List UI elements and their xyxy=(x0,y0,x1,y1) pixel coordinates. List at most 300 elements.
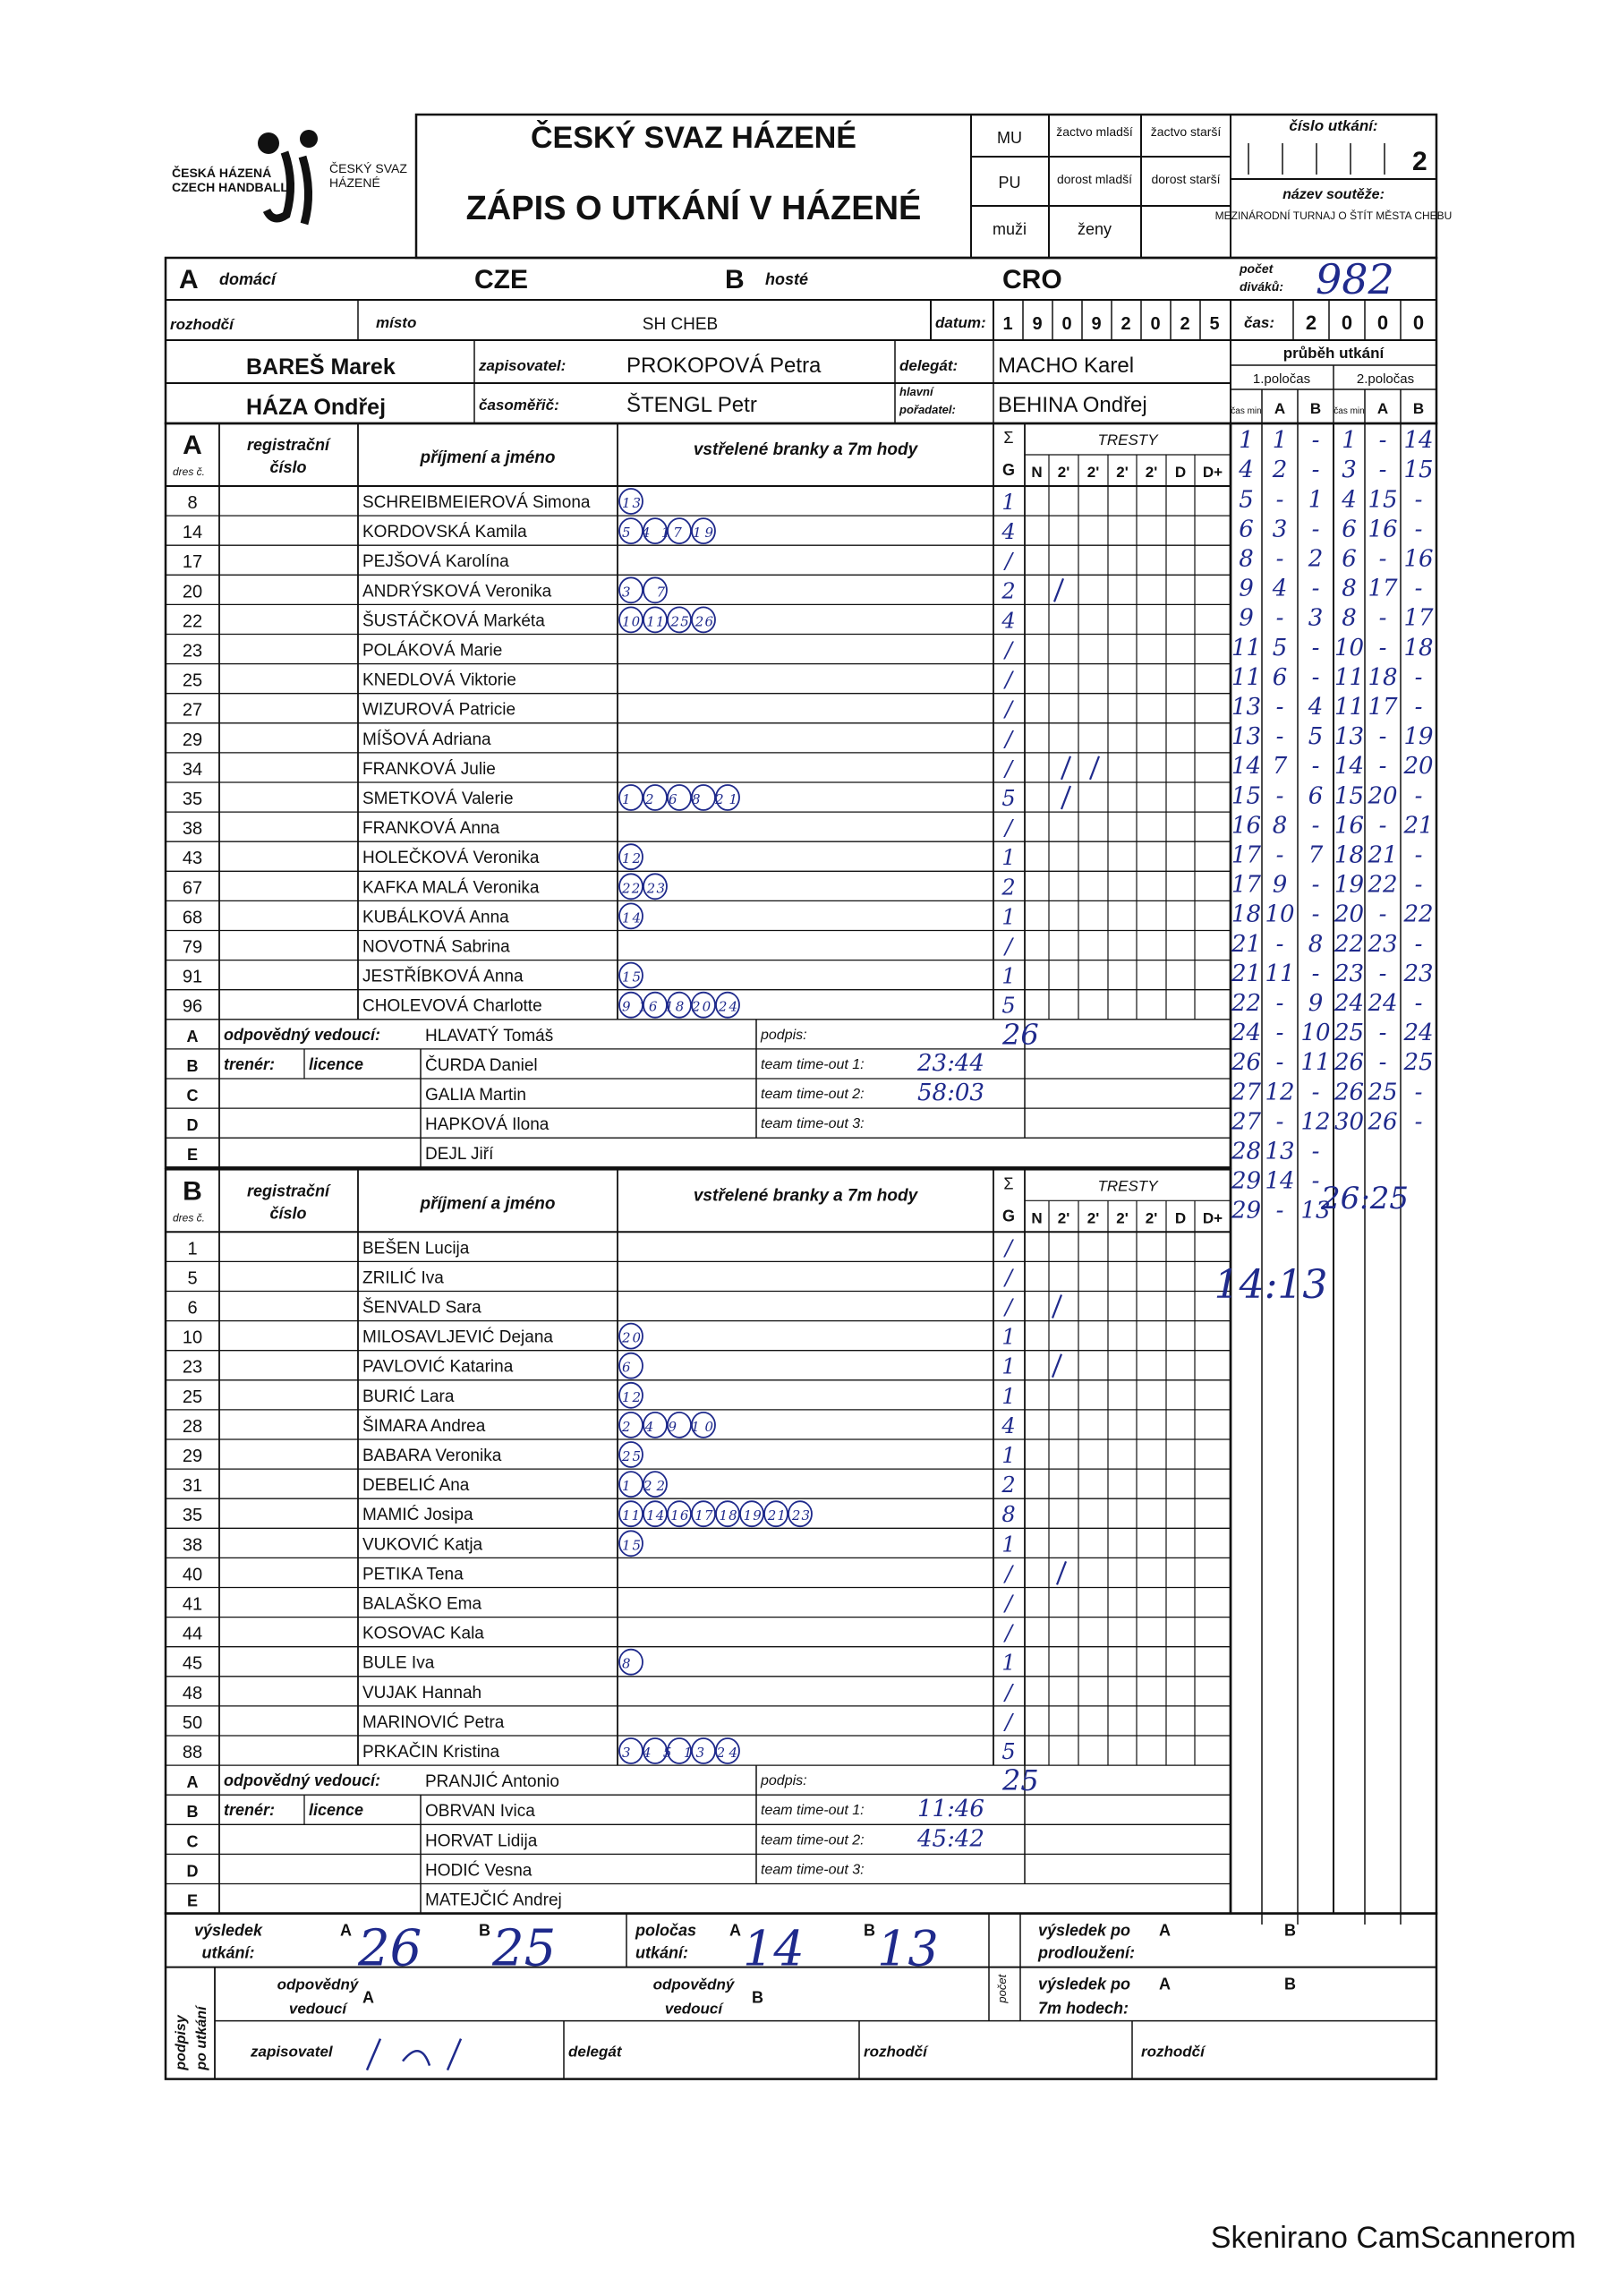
progress-entry: - xyxy=(1275,841,1284,869)
progress-entry: - xyxy=(1414,782,1423,810)
goal-sum: 1 xyxy=(1001,904,1016,930)
penalty-col-header: D xyxy=(1174,1209,1187,1227)
progress-entry: 11 xyxy=(1300,1049,1331,1077)
half-label: poločas xyxy=(635,1921,697,1940)
progress-entry: 13 xyxy=(1265,1138,1295,1165)
sign-scorer-label: zapisovatel xyxy=(251,2043,333,2061)
progress-entry: - xyxy=(1378,1049,1387,1077)
goal-sum: / xyxy=(1004,755,1013,781)
progress-entry: 3 xyxy=(1342,457,1357,484)
place-label: místo xyxy=(376,314,417,331)
progress-entry: 1 xyxy=(1272,427,1288,455)
goal-list: 20 xyxy=(622,1329,641,1346)
player-number: 79 xyxy=(182,937,203,958)
goal-sum: / xyxy=(1004,815,1013,841)
goal-sum: 1 xyxy=(1001,1353,1016,1379)
progress-entry: 29 xyxy=(1231,1197,1262,1225)
sum-header: Σ xyxy=(1003,429,1014,447)
date-digit: 5 xyxy=(1209,314,1220,334)
half-b-label: B xyxy=(864,1921,875,1940)
progress-entry: - xyxy=(1311,753,1320,781)
goal-sum: 1 xyxy=(1001,490,1016,515)
progress-entry: - xyxy=(1378,427,1387,455)
overtime-label-2: prodloužení: xyxy=(1038,1943,1135,1962)
player-name: KORDOVSKÁ Kamila xyxy=(362,523,527,542)
progress-entry: - xyxy=(1275,723,1284,751)
progress-entry: - xyxy=(1311,900,1320,928)
progress-entry: 6 xyxy=(1239,516,1254,543)
spectators-label-2: diváků: xyxy=(1240,279,1284,294)
category-dorost-starsi: dorost starší xyxy=(1151,172,1221,186)
guest-team: CRO xyxy=(1002,265,1062,294)
goal-sum: 1 xyxy=(1001,1532,1016,1558)
progress-entry: - xyxy=(1378,457,1387,484)
goal-sum: 1 xyxy=(1001,1650,1016,1676)
progress-entry: 27 xyxy=(1231,1108,1262,1136)
count-label: počet xyxy=(995,1974,1009,2003)
player-number: 10 xyxy=(182,1327,203,1348)
goal-sum: / xyxy=(1004,934,1013,960)
progress-entry: - xyxy=(1414,841,1423,869)
progress-entry: 17 xyxy=(1403,604,1434,632)
date-digit: 1 xyxy=(1002,314,1013,334)
progress-entry: - xyxy=(1378,753,1387,781)
penalty-col-header: 2' xyxy=(1116,1209,1129,1227)
player-number: 23 xyxy=(182,1357,203,1378)
penalty7-label-2: 7m hodech: xyxy=(1038,1999,1129,2018)
player-number: 35 xyxy=(182,790,203,809)
overtime-label: výsledek po xyxy=(1038,1921,1131,1940)
match-number: 2 xyxy=(1412,147,1427,176)
goal-list: 10 11 25 26 xyxy=(622,613,713,630)
player-number: 14 xyxy=(182,523,203,543)
progress-entry: 28 xyxy=(1231,1138,1262,1165)
progress-col-header: B xyxy=(1412,400,1425,417)
goal-sum: 2 xyxy=(1001,578,1016,604)
official-right-label: team time-out 2: xyxy=(761,1087,865,1102)
progress-entry: - xyxy=(1378,604,1387,632)
logo-head-icon xyxy=(258,132,279,154)
penalty-col-header: 2' xyxy=(1116,464,1129,481)
player-name: FRANKOVÁ Anna xyxy=(362,819,500,839)
official-role: B xyxy=(186,1056,199,1075)
progress-entry: 24 xyxy=(1368,990,1398,1017)
scanner-watermark: Skenirano CamScannerom xyxy=(1210,2221,1576,2255)
reg-label-2: číslo xyxy=(269,1204,307,1223)
goal-list: 22 23 xyxy=(622,880,665,897)
category-zeny: ženy xyxy=(1077,220,1112,238)
progress-entry: 22 xyxy=(1334,930,1365,958)
progress-final-note: 26:25 xyxy=(1321,1181,1409,1216)
penalty-col-header: 2' xyxy=(1086,464,1100,481)
progress-entry: 2 xyxy=(1272,457,1288,484)
progress-entry: - xyxy=(1378,812,1387,840)
progress-entry: - xyxy=(1275,782,1284,810)
goal-sum: 1 xyxy=(1001,1383,1016,1409)
signatures-label-2: po utkání xyxy=(194,2006,209,2070)
progress-entry: - xyxy=(1414,486,1423,514)
progress-entry: 15 xyxy=(1368,486,1398,514)
half-2-label: 2.poločas xyxy=(1356,371,1415,387)
penalty-mark xyxy=(1090,756,1099,780)
header-title-1: ČESKÝ SVAZ HÁZENÉ xyxy=(531,121,856,155)
progress-entry: 3 xyxy=(1272,516,1288,543)
player-name: PRKAČIN Kristina xyxy=(362,1743,500,1762)
official-name: HODIĆ Vesna xyxy=(425,1861,533,1881)
penalty-mark xyxy=(1054,578,1063,602)
official-name: HORVAT Lidija xyxy=(425,1831,538,1851)
official-right-label: team time-out 2: xyxy=(761,1832,865,1848)
competition-name: MEZINÁRODNÍ TURNAJ O ŠTÍT MĚSTA CHEBU xyxy=(1214,209,1453,222)
progress-entry: - xyxy=(1311,871,1320,899)
goal-sum: 1 xyxy=(1001,1324,1016,1350)
result-a-label: A xyxy=(340,1921,352,1940)
player-name: DEBELIĆ Ana xyxy=(362,1476,470,1496)
reg-label-2: číslo xyxy=(269,458,307,476)
player-name: BULE Iva xyxy=(362,1653,435,1673)
progress-entry: 17 xyxy=(1231,871,1262,899)
official-role: D xyxy=(186,1116,199,1135)
goal-list: 9 16 18 20 24 xyxy=(622,998,737,1015)
progress-entry: 11 xyxy=(1231,634,1262,661)
competition-label: název soutěže: xyxy=(1282,187,1385,202)
official-role: C xyxy=(186,1832,199,1851)
date-label: datum: xyxy=(935,314,986,331)
player-number: 28 xyxy=(182,1416,203,1437)
player-number: 25 xyxy=(182,670,203,691)
player-number: 88 xyxy=(182,1743,203,1763)
progress-entry: 8 xyxy=(1308,930,1324,958)
progress-entry: - xyxy=(1378,900,1387,928)
progress-entry: 25 xyxy=(1368,1079,1398,1106)
player-number: 23 xyxy=(182,641,203,661)
date-digit: 0 xyxy=(1061,314,1072,334)
goal-list: 13 xyxy=(622,495,641,511)
progress-entry: - xyxy=(1378,634,1387,661)
progress-entry: 17 xyxy=(1368,575,1398,602)
goal-sum: 8 xyxy=(1001,1502,1016,1528)
player-name: WIZUROVÁ Patricie xyxy=(362,700,516,720)
progress-entry: 9 xyxy=(1308,990,1324,1017)
goal-list: 12 xyxy=(622,1388,641,1405)
progress-entry: 11 xyxy=(1334,663,1365,691)
progress-entry: 6 xyxy=(1342,516,1357,543)
goal-sum: / xyxy=(1004,696,1013,722)
progress-entry: 10 xyxy=(1300,1020,1331,1047)
progress-entry: - xyxy=(1311,1138,1320,1165)
date-digit: 2 xyxy=(1180,314,1190,334)
player-number: 40 xyxy=(182,1565,203,1585)
progress-entry: 22 xyxy=(1231,990,1262,1017)
progress-entry: 17 xyxy=(1368,694,1398,721)
timeout-time: 58:03 xyxy=(917,1080,984,1106)
player-name: JESTŘÍBKOVÁ Anna xyxy=(362,967,524,986)
progress-entry: 16 xyxy=(1231,812,1262,840)
progress-entry: 15 xyxy=(1231,782,1262,810)
goal-sum: 5 xyxy=(1001,1739,1016,1764)
progress-entry: 25 xyxy=(1334,1020,1365,1047)
progress-entry: 13 xyxy=(1300,1197,1331,1225)
time-digit: 0 xyxy=(1412,312,1425,334)
date-digit: 0 xyxy=(1150,314,1161,334)
progress-entry: 14 xyxy=(1403,427,1434,455)
player-name: POLÁKOVÁ Marie xyxy=(362,641,503,661)
player-number: 22 xyxy=(182,611,203,632)
timer-label: časoměřič: xyxy=(479,397,559,414)
goal-list: 8 xyxy=(622,1655,631,1672)
goal-sum: 4 xyxy=(1001,608,1016,634)
official-label: odpovědný vedoucí: xyxy=(224,1025,381,1044)
player-number: 6 xyxy=(187,1298,198,1319)
header-title-2: ZÁPIS O UTKÁNÍ V HÁZENÉ xyxy=(465,190,922,227)
player-number: 5 xyxy=(187,1268,198,1289)
player-name: SCHREIBMEIEROVÁ Simona xyxy=(362,493,591,512)
progress-entry: 23 xyxy=(1334,960,1365,987)
goals-column-header: vstřelené branky a 7m hody xyxy=(693,1186,918,1206)
player-number: 1 xyxy=(187,1239,198,1259)
goal-sum: 4 xyxy=(1001,1413,1016,1438)
time-digit: 0 xyxy=(1376,312,1389,334)
progress-entry: 3 xyxy=(1308,604,1324,632)
progress-entry: - xyxy=(1311,427,1320,455)
player-name: PETIKA Tena xyxy=(362,1565,464,1584)
category-mu: MU xyxy=(997,129,1022,147)
progress-entry: 9 xyxy=(1239,575,1254,602)
timeout-time: 23:44 xyxy=(917,1049,984,1077)
progress-entry: 10 xyxy=(1265,900,1295,928)
leader-a: A xyxy=(362,1988,374,2007)
time-digit: 2 xyxy=(1305,312,1317,334)
penalty-col-header: D+ xyxy=(1202,464,1223,481)
goal-sum: / xyxy=(1004,1679,1013,1705)
progress-entry: - xyxy=(1378,1020,1387,1047)
player-name: KOSOVAC Kala xyxy=(362,1624,484,1643)
progress-entry: 5 xyxy=(1239,486,1254,514)
player-number: 29 xyxy=(182,730,203,750)
progress-entry: - xyxy=(1311,634,1320,661)
player-name: KNEDLOVÁ Viktorie xyxy=(362,670,516,690)
progress-entry: 1 xyxy=(1342,427,1357,455)
player-number: 29 xyxy=(182,1447,203,1466)
official-name: DEJL Jiří xyxy=(425,1145,494,1165)
progress-entry: 1 xyxy=(1239,427,1254,455)
progress-entry: 13 xyxy=(1231,694,1262,721)
progress-entry: 26 xyxy=(1368,1108,1398,1136)
category-dorost-mladsi: dorost mladší xyxy=(1056,172,1133,186)
player-number: 17 xyxy=(182,552,203,573)
category-zactvo-mladsi: žactvo mladší xyxy=(1056,124,1133,139)
player-name: KUBÁLKOVÁ Anna xyxy=(362,908,509,927)
progress-entry: - xyxy=(1414,1079,1423,1106)
progress-entry: 26 xyxy=(1334,1049,1365,1077)
goal-list: 14 xyxy=(622,909,641,926)
progress-entry: 20 xyxy=(1368,782,1398,810)
goal-sum: / xyxy=(1004,1591,1013,1617)
progress-entry: 30 xyxy=(1334,1108,1365,1136)
goal-sum: / xyxy=(1004,637,1013,663)
timeout-time: 11:46 xyxy=(917,1796,984,1823)
player-number: 31 xyxy=(182,1476,203,1497)
progress-entry: - xyxy=(1414,1108,1423,1136)
sign-referee-1-label: rozhodčí xyxy=(864,2043,927,2061)
goal-list: 11 14 16 17 18 19 21 23 xyxy=(622,1507,810,1524)
penalty-mark xyxy=(1061,786,1070,809)
official-role: E xyxy=(186,1146,199,1165)
place: SH CHEB xyxy=(642,315,719,334)
category-muzi: muži xyxy=(992,220,1027,238)
official-role: E xyxy=(186,1891,199,1910)
progress-entry: 14 xyxy=(1231,753,1262,781)
progress-entry: 14 xyxy=(1265,1167,1295,1195)
progress-entry: - xyxy=(1275,694,1284,721)
progress-entry: - xyxy=(1414,694,1423,721)
progress-entry: - xyxy=(1311,575,1320,602)
progress-entry: - xyxy=(1275,930,1284,958)
player-name: VUKOVIĆ Katja xyxy=(362,1535,483,1555)
penalty-col-header: 2' xyxy=(1086,1209,1100,1227)
progress-entry: - xyxy=(1311,457,1320,484)
official-label: trenér: xyxy=(224,1801,276,1820)
progress-entry: 5 xyxy=(1272,634,1288,661)
player-name: ANDRÝSKOVÁ Veronika xyxy=(362,582,552,602)
goal-sum: / xyxy=(1004,1620,1013,1646)
progress-entry: 8 xyxy=(1272,812,1288,840)
official-name: HAPKOVÁ Ilona xyxy=(425,1115,550,1135)
player-name: MÍŠOVÁ Adriana xyxy=(362,730,491,749)
progress-entry: 4 xyxy=(1342,486,1357,514)
goal-list: 2 4 9 10 xyxy=(622,1418,713,1435)
official-right-label: podpis: xyxy=(761,1027,807,1043)
progress-entry: - xyxy=(1275,1197,1284,1225)
team-letter: A xyxy=(183,431,202,460)
player-name: ŠENVALD Sara xyxy=(362,1298,481,1318)
official-name: ČURDA Daniel xyxy=(425,1055,538,1075)
progress-label: průběh utkání xyxy=(1282,345,1385,362)
host-label-2: pořadatel: xyxy=(899,403,956,416)
official-right-label: team time-out 3: xyxy=(761,1862,865,1878)
progress-entry: 23 xyxy=(1368,930,1398,958)
goals-column-header: vstřelené branky a 7m hody xyxy=(693,440,918,459)
official-label: trenér: xyxy=(224,1054,276,1073)
official-right-label: team time-out 1: xyxy=(761,1056,865,1072)
timeout-time: 45:42 xyxy=(917,1825,984,1853)
team-letter: B xyxy=(183,1176,202,1207)
progress-entry: - xyxy=(1414,930,1423,958)
leader-a-label-2: vedoucí xyxy=(288,2000,347,2018)
penalty-mark xyxy=(1052,1295,1061,1319)
penalty-col-header: D xyxy=(1174,464,1187,481)
player-name: BABARA Veronika xyxy=(362,1447,502,1465)
player-name: NOVOTNÁ Sabrina xyxy=(362,937,510,957)
team-a-letter: A xyxy=(179,265,199,294)
penalty-mark xyxy=(1052,1354,1061,1378)
progress-entry: 18 xyxy=(1334,841,1365,869)
player-number: 50 xyxy=(182,1712,203,1733)
category-pu: PU xyxy=(998,174,1021,192)
progress-entry: 25 xyxy=(1403,1049,1434,1077)
official-name: OBRVAN Ivica xyxy=(425,1802,535,1822)
goal-sum: 5 xyxy=(1001,786,1016,811)
half-b: 13 xyxy=(877,1920,939,1977)
progress-entry: 12 xyxy=(1300,1108,1331,1136)
player-number: 25 xyxy=(182,1387,203,1407)
progress-entry: 5 xyxy=(1308,723,1324,751)
official-role: A xyxy=(186,1027,199,1046)
progress-entry: 16 xyxy=(1403,545,1434,573)
progress-entry: 4 xyxy=(1239,457,1254,484)
spectators-count: 982 xyxy=(1316,255,1394,303)
logo-right-text: ČESKÝ SVAZ HÁZENÉ xyxy=(329,161,407,190)
team-b-letter: B xyxy=(725,265,745,294)
result-a: 26 xyxy=(358,1919,422,1978)
time-digit: 0 xyxy=(1341,312,1353,334)
category-zactvo-starsi: žactvo starší xyxy=(1150,124,1222,139)
delegate-name: MACHO Karel xyxy=(998,354,1135,378)
result-label-2: utkání: xyxy=(201,1943,255,1962)
progress-entry: 8 xyxy=(1342,604,1357,632)
progress-entry: 12 xyxy=(1265,1079,1295,1106)
progress-entry: - xyxy=(1275,1020,1284,1047)
penalty-col-header: 2' xyxy=(1145,464,1158,481)
dres-label: dres č. xyxy=(173,465,206,478)
result-b: 25 xyxy=(492,1919,557,1978)
official-role: C xyxy=(186,1087,199,1105)
player-number: 27 xyxy=(182,700,203,721)
progress-entry: - xyxy=(1414,990,1423,1017)
penalty-mark xyxy=(1057,1561,1066,1584)
penalty-col-header: N xyxy=(1031,464,1043,481)
progress-entry: - xyxy=(1414,871,1423,899)
progress-entry: - xyxy=(1275,486,1284,514)
progress-entry: - xyxy=(1311,1079,1320,1106)
progress-entry: 7 xyxy=(1272,753,1288,781)
player-name: CHOLEVOVÁ Charlotte xyxy=(362,996,542,1016)
progress-entry: 10 xyxy=(1334,634,1365,661)
player-number: 20 xyxy=(182,582,203,602)
time-label: čas: xyxy=(1244,314,1275,331)
name-column-header: příjmení a jméno xyxy=(420,1194,556,1214)
date-digit: 2 xyxy=(1121,314,1131,334)
half-label-2: utkání: xyxy=(635,1943,689,1962)
dres-label: dres č. xyxy=(173,1211,206,1225)
reg-label: registrační xyxy=(246,436,330,454)
progress-entry: 18 xyxy=(1231,900,1262,928)
progress-entry: - xyxy=(1311,663,1320,691)
penalty-mark xyxy=(1061,756,1070,780)
player-name: BEŠEN Lucija xyxy=(362,1239,470,1259)
goal-list: 12 xyxy=(622,850,641,867)
sign-delegate-label: delegát xyxy=(568,2043,622,2061)
official-role: A xyxy=(186,1773,199,1792)
progress-entry: - xyxy=(1311,516,1320,543)
progress-entry: 22 xyxy=(1368,871,1398,899)
sum-header-g: G xyxy=(1001,1207,1016,1225)
player-name: ŠIMARA Andrea xyxy=(362,1416,486,1436)
player-number: 48 xyxy=(182,1683,203,1703)
progress-col-header: čas min xyxy=(1334,406,1365,416)
goal-sum: / xyxy=(1004,1265,1013,1291)
goal-list: 3 7 xyxy=(622,584,665,601)
date-digit: 9 xyxy=(1091,314,1102,334)
progress-entry: 8 xyxy=(1342,575,1357,602)
player-name: HOLEČKOVÁ Veronika xyxy=(362,849,540,868)
referee-2: HÁZA Ondřej xyxy=(246,395,387,420)
goal-list: 15 xyxy=(622,969,641,986)
progress-entry: 29 xyxy=(1231,1167,1262,1195)
half-a-label: A xyxy=(729,1921,741,1940)
goal-sum: 4 xyxy=(1001,519,1016,545)
player-name: MAMIĆ Josipa xyxy=(362,1506,473,1525)
